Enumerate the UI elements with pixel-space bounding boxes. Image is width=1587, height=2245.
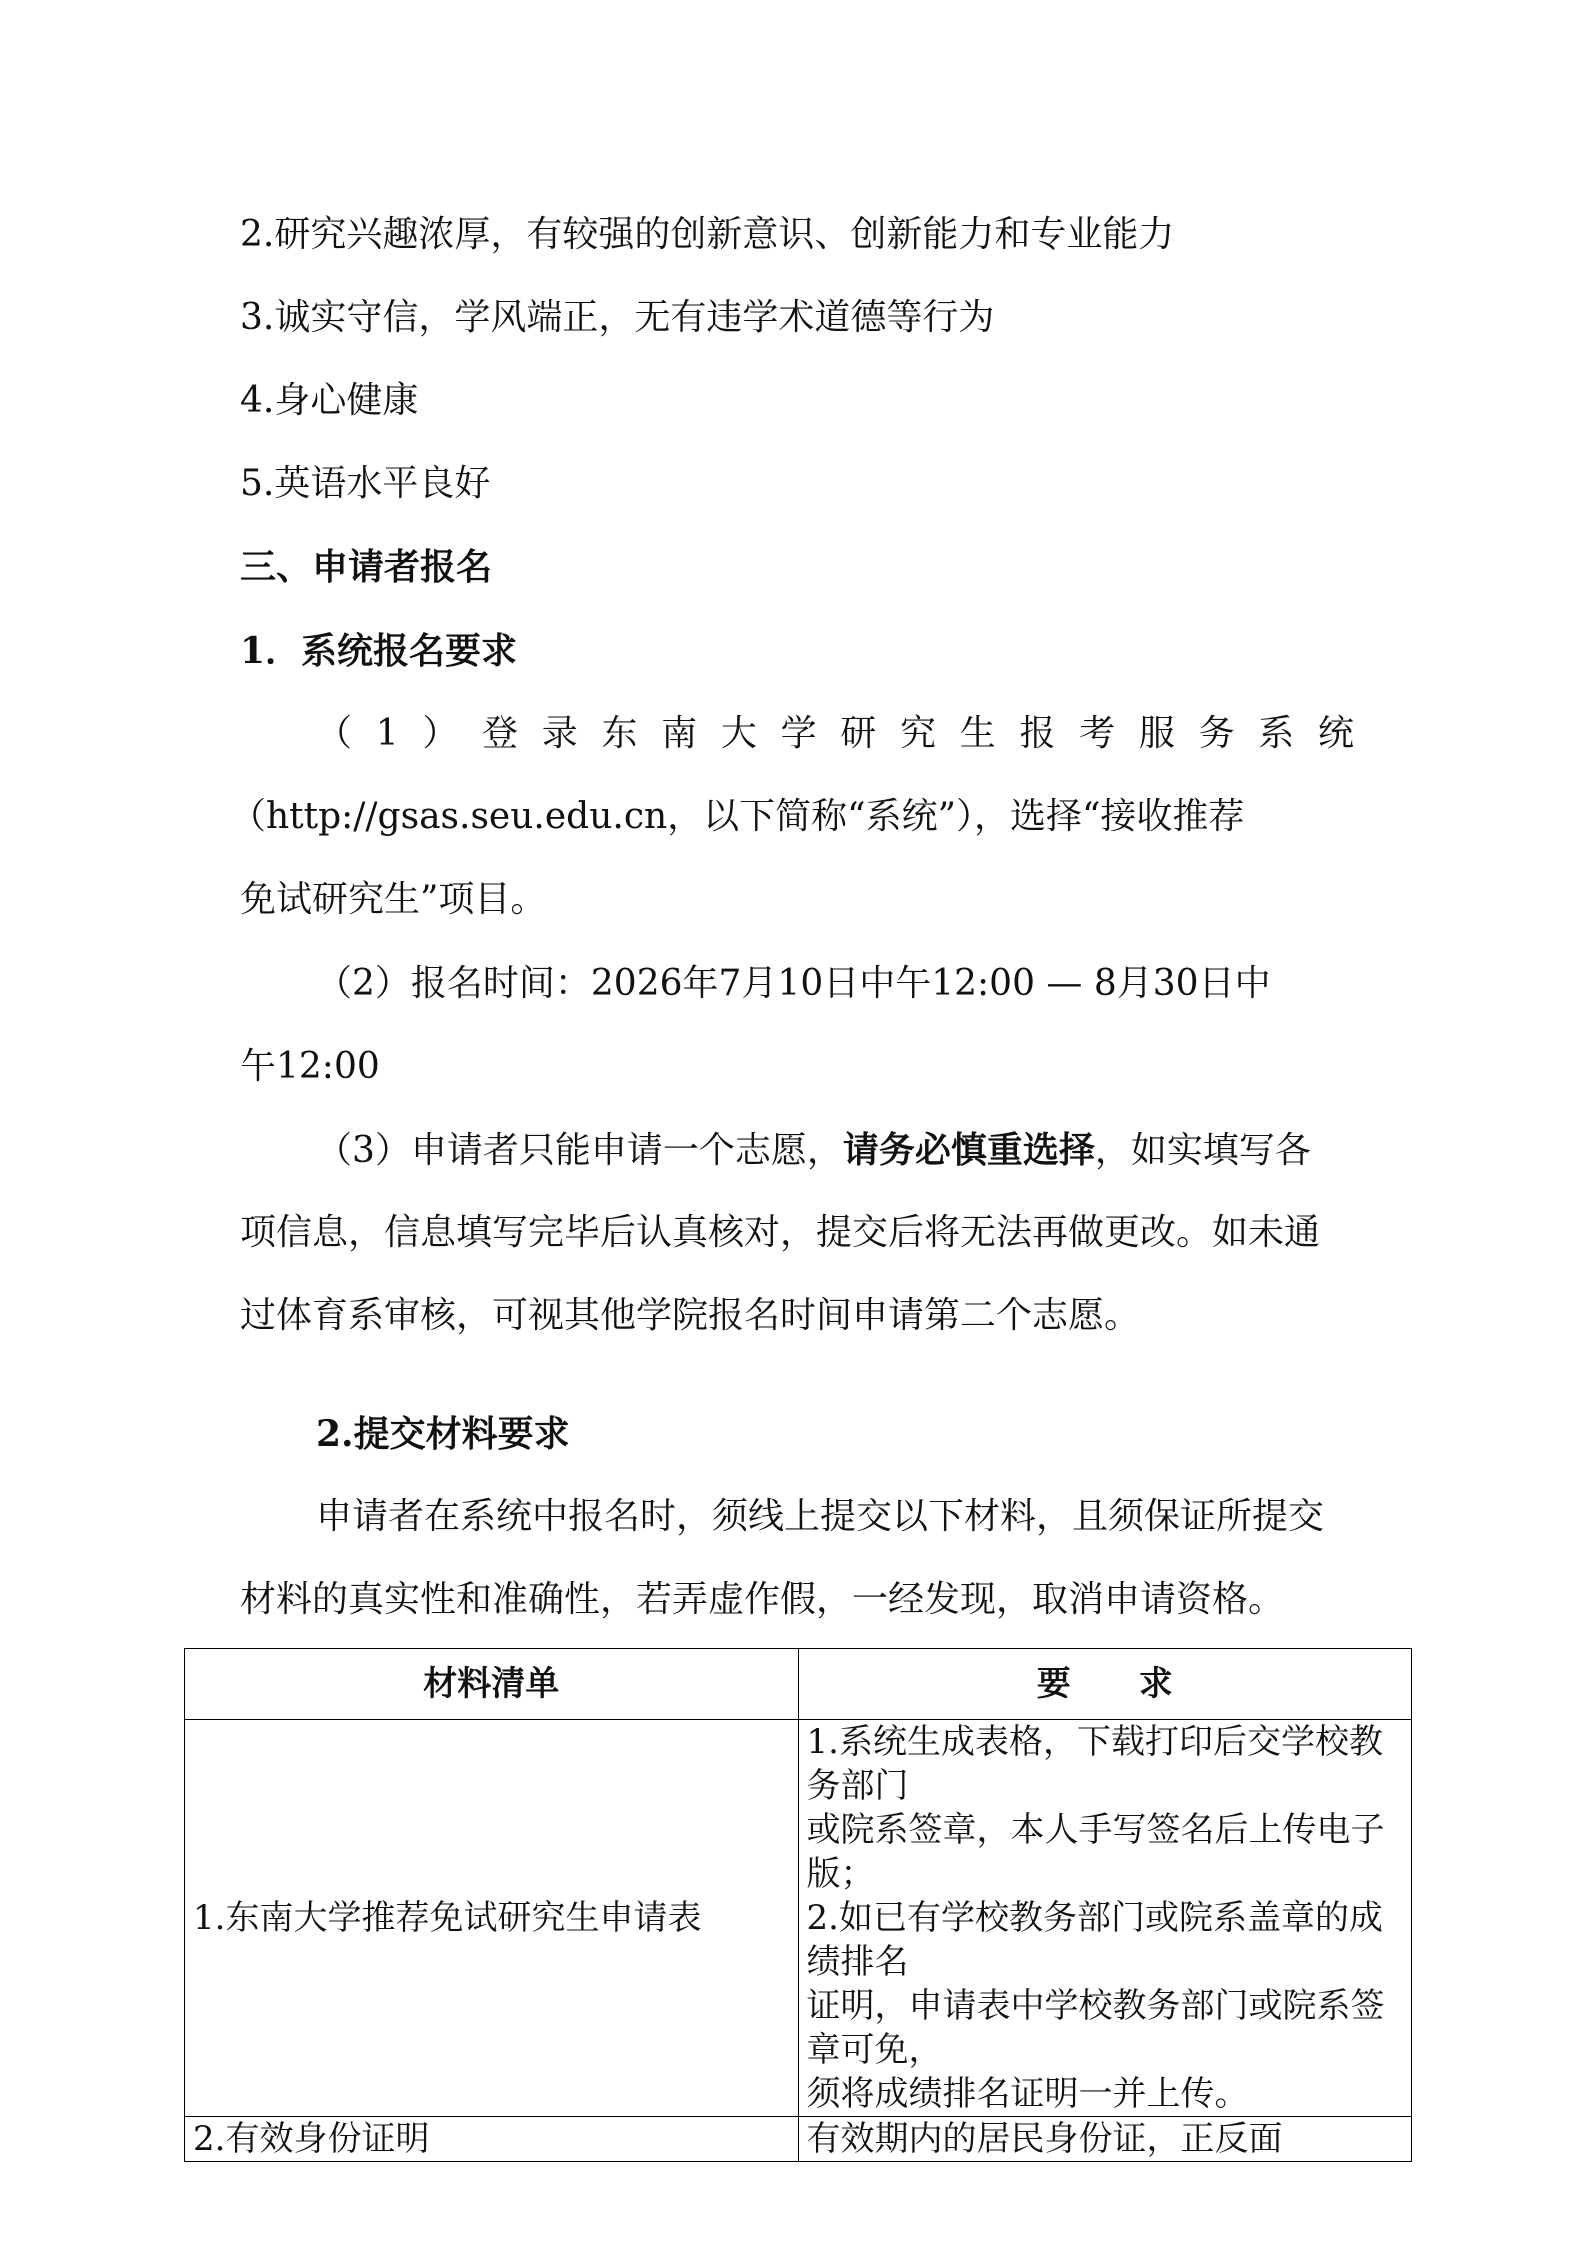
material-requirement [798,2117,1412,2162]
subsection-heading-system-registration: 1．系统报名要求 [240,630,518,672]
materials-table [184,1648,1412,2162]
material-item: 2.有效身份证明 [185,2117,799,2162]
section-heading-registration: 三、申请者报名 [240,546,493,588]
requirement-line: 1.系统生成表格，下载打印后交学校教务部门 [806,1722,1383,1806]
registration-time-line-2: 午12:00 [240,1046,380,1087]
column-header-requirements: 要 求 [798,1649,1412,1720]
requirement-line: 证明，申请表中学校教务部门或院系签章可免， [806,1986,1385,2070]
paragraph-3-text: （3）申请者只能申请一个志愿， [316,1130,843,1171]
materials-paragraph-line-2: 材料的真实性和准确性，若弄虚作假，一经发现，取消申请资格。 [240,1579,1285,1620]
table-row [185,1720,1412,2117]
registration-time-line-1: （2）报名时间：2026年7月10日中午12:00 — 8月30日中 [316,963,1271,1004]
criteria-item-5: 5.英语水平良好 [240,463,491,504]
subsection-heading-materials: 2.提交材料要求 [316,1413,570,1455]
paragraph-1-line-1: （1）登录东南大学研究生报考服务系统 [316,713,1354,754]
requirement-line: 或院系签章，本人手写签名后上传电子版； [806,1810,1385,1894]
paragraph-3-line-2: 项信息，信息填写完毕后认真核对，提交后将无法再做更改。如未通 [240,1212,1321,1253]
material-requirement [798,1720,1412,2117]
paragraph-3-line-3: 过体育系审核，可视其他学院报名时间申请第二个志愿。 [240,1295,1141,1336]
criteria-item-4: 4.身心健康 [240,380,419,421]
requirement-line: 有效期内的居民身份证，正反面 [806,2119,1283,2159]
paragraph-1-line-2: （http://gsas.seu.edu.cn，以下简称“系统”），选择“接收推荐 [230,796,1245,837]
column-header-materials: 材料清单 [185,1649,799,1720]
requirement-line: 须将成绩排名证明一并上传。 [806,2074,1249,2114]
materials-paragraph-line-1: 申请者在系统中报名时，须线上提交以下材料，且须保证所提交 [316,1496,1325,1537]
table-row [185,2117,1412,2162]
table-header-row [185,1649,1412,1720]
criteria-item-3: 3.诚实守信，学风端正，无有违学术道德等行为 [240,297,995,338]
paragraph-3-line-1 [316,1126,1354,1175]
requirement-line: 2.如已有学校教务部门或院系盖章的成绩排名 [806,1898,1383,1982]
criteria-item-2: 2.研究兴趣浓厚，有较强的创新意识、创新能力和专业能力 [240,214,1175,255]
emphasis-text: 请务必慎重选择 [842,1129,1095,1171]
paragraph-3-text-end: ，如实填写各 [1094,1130,1311,1171]
paragraph-1-line-3: 免试研究生”项目。 [240,879,547,920]
material-item: 1.东南大学推荐免试研究生申请表 [185,1720,799,2117]
